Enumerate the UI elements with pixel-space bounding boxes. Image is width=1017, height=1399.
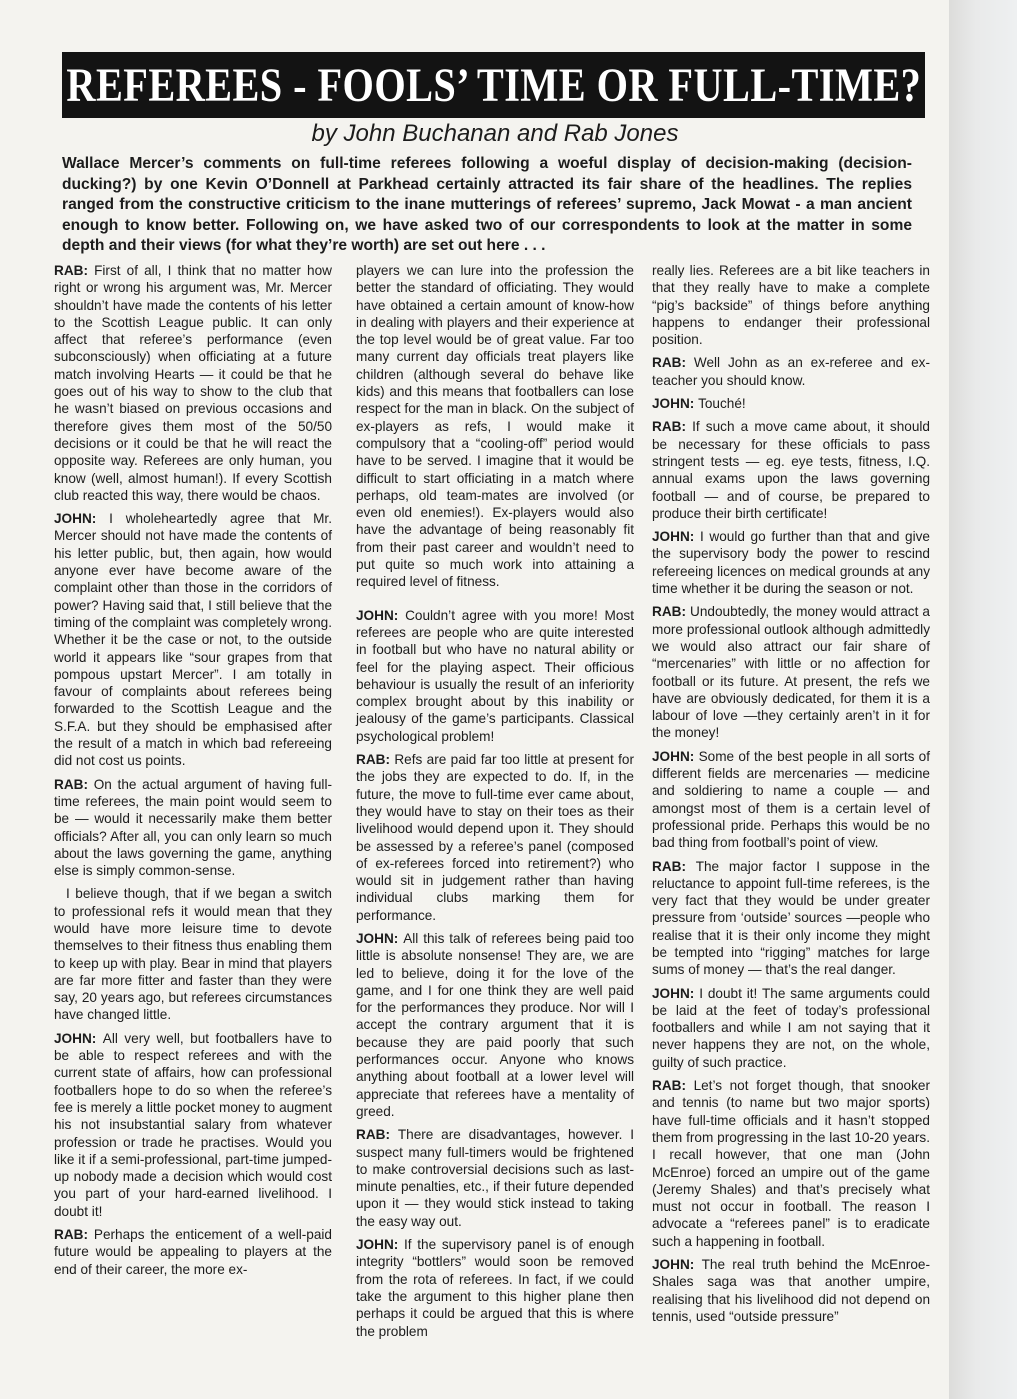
paragraph-text: Refs are paid far too little at present for the jobs they are expected to do. If, in the future, the move to full-time ever came about, they would have to stay on their toes as their livelihood would depend upon it. They should be assessed by a referee’s panel (composed of ex-referees forced into retirement?) who would sit in judgement rather than having individual clubs marking them for performance. xyxy=(356,752,634,923)
article-paragraph xyxy=(54,776,332,880)
title-banner xyxy=(62,52,925,118)
speaker-label: JOHN: xyxy=(652,396,699,412)
column-2 xyxy=(356,262,634,1346)
speaker-label: RAB: xyxy=(652,419,693,435)
speaker-label: JOHN: xyxy=(652,985,700,1001)
speaker-label: JOHN: xyxy=(54,511,110,527)
article-paragraph xyxy=(356,751,634,924)
article-paragraph xyxy=(652,1077,930,1250)
article-paragraph xyxy=(652,748,930,852)
paragraph-text: If such a move came about, it should be necessary for these officials to pass stringent tests — eg. eye tests, fitness, I.Q. annual exams upon the laws governing football — and of course, be prepared to produce their birth certificate! xyxy=(652,419,930,521)
article-paragraph xyxy=(652,418,930,522)
paragraph-text: I believe though, that if we began a switch to professional refs it would mean that they would have more leisure time to devote themselves to their fitness thus enabling them to keep up with play. Bear in mind that players are far more fitter and faster than they were say, 20 years ago, but referees circumstances have changed little. xyxy=(54,886,332,1023)
page-edge-shadow xyxy=(949,0,1017,1399)
paragraph-text: The real truth behind the McEnroe-Shales saga was that another umpire, realising that his livelihood did not depend on tennis, used “outside pressure” xyxy=(652,1257,930,1324)
article-paragraph xyxy=(54,1226,332,1278)
intro-paragraph: Wallace Mercer’s comments on full-time referees following a woeful display of decision-making (decision-ducking?) by one Kevin O’Donnell at Parkhead certainly attracted its fair share of the headlines. The replies ranged from the constructive criticism to the inane mutterings of referees’ supremo, Jack Mowat - a man ancient enough to know better. Following on, we have asked two of our correspondents to look at the matter in some depth and their views (for what they’re worth) are set out here . . . xyxy=(62,155,912,254)
paragraph-text: players we can lure into the profession the better the standard of officiating. They would have obtained a certain amount of know-how in dealing with players and their experience at the top level would be of great value. Far too many current day officials treat players like children (although several do behave like kids) and this means that footballers can lose respect for the man in black. On the subject of ex-players as refs, I would make it compulsory that a “cooling-off” period would have to be served. I imagine that it would be difficult to start officiating in a match where perhaps, old team-mates are involved (or even old enemies!). Ex-players would also have the advantage of being reasonably fit from their past career and wouldn’t need to put quite so much work into attaining a required level of fitness. xyxy=(356,263,634,590)
article-paragraph xyxy=(652,354,930,389)
speaker-label: RAB: xyxy=(356,1127,398,1143)
article-title: REFEREES - FOOLS’ TIME OR FULL-TIME? xyxy=(66,58,921,112)
article-paragraph xyxy=(54,885,332,1023)
paragraph-text: All this talk of referees being paid too little is absolute nonsense! They are, we are led to believe, doing it for the love of the game, and I for one think they are well paid for the performances they produce. Nor will I accept the contrary argument that it is because they are paid poorly that such performances occur. Anyone who knows anything about football at a lower level will appreciate that referees have a mentality of greed. xyxy=(356,930,634,1119)
article-paragraph xyxy=(356,1236,634,1340)
article-paragraph xyxy=(356,1126,634,1230)
article-paragraph xyxy=(356,930,634,1120)
paragraph-text: The major factor I suppose in the reluctance to appoint full-time referees, is the very fact that they would be under greater pressure from ‘outside’ sources —people who realise that it is their only income they might be tempted into “rigging” matches for large sums of money — that’s the real danger. xyxy=(652,858,930,978)
paragraph-text: I wholeheartedly agree that Mr. Mercer should not have made the contents of his letter public, but, then again, how would anyone ever have become aware of the complaint other than those in the corridors of power? Having said that, I still believe that the timing of the complaint was completely wrong. Whether it be the case or not, to the outside world it appears like “sour grapes from that pompous upstart Mercer”. I am totally in favour of complaints about referees being forwarded to the Scottish League and the S.F.A. but they should be emphasised after the result of a match in which bad refereeing did not cost us points. xyxy=(54,511,332,769)
speaker-label: JOHN: xyxy=(54,1030,103,1046)
speaker-label: JOHN: xyxy=(356,930,404,946)
paragraph-text: Some of the best people in all sorts of different fields are mercenaries — medicine and soldiering to name a couple — and amongst most of them is a certain level of professional pride. Perhaps this would be no bad thing from football’s point of view. xyxy=(652,748,931,851)
paragraph-text: All very well, but footballers have to be able to respect referees and with the current state of affairs, how can professional footballers hope to do so when the referee’s fee is merely a little pocket money to augment his not insubstantial salary from whatever profession or trade he practises. Would you like it if a semi-professional, part-time jumped-up nobody made a decision which would cost you part of your hard-earned livelihood. I doubt it! xyxy=(54,1030,332,1219)
column-3 xyxy=(652,262,930,1331)
speaker-label: JOHN: xyxy=(356,607,406,623)
paragraph-text: First of all, I think that no matter how right or wrong his argument was, Mr. Mercer shouldn’t have made the contents of his letter to the Scottish League public. It can only affect that referee’s performance (even subconsciously) when officiating at a future match involving Hearts — it could be that he goes out of his way to show to the club that he wasn’t biased on previous occasions and therefore gives them most of the 50/50 decisions or it could be that he will react the opposite way. Referees are only human, you know (well, almost human!). If every Scottish club reacted this way, there would be chaos. xyxy=(54,263,332,503)
speaker-label: JOHN: xyxy=(652,748,699,764)
byline: by John Buchanan and Rab Jones xyxy=(311,120,679,147)
paragraph-text: really lies. Referees are a bit like teachers in that they really have to make a complete “pig’s backside” of things before anything happens to endanger their professional position. xyxy=(652,263,930,348)
speaker-label: RAB: xyxy=(356,752,395,768)
speaker-label: RAB: xyxy=(652,604,691,620)
article-paragraph xyxy=(652,1256,930,1325)
column-1 xyxy=(54,262,332,1284)
paragraph-text: Perhaps the enticement of a well-paid future would be appealing to players at the end of their career, the more ex- xyxy=(54,1227,332,1277)
speaker-label: RAB: xyxy=(652,858,696,874)
paragraph-text: If the supervisory panel is of enough integrity “bottlers” would soon be removed from the rota of referees. In fact, if we could take the argument to this higher plane then perhaps it could be argued that this is where the problem xyxy=(356,1237,635,1339)
paragraph-text: There are disadvantages, however. I suspect many full-timers would be frightened to make controversial decisions such as last-minute penalties, etc., if their future depended upon it — they would stick instead to taking the easy way out. xyxy=(356,1127,634,1229)
paragraph-text: On the actual argument of having full-time referees, the main point would seem to be — would it necessarily make them better officials? After all, you can only learn so much about the laws governing the game, anything else is simply common-sense. xyxy=(54,776,332,879)
article-paragraph xyxy=(652,395,930,412)
speaker-label: RAB: xyxy=(652,355,694,371)
speaker-label: RAB: xyxy=(652,1078,694,1094)
paragraph-text: Well John as an ex-referee and ex-teacher you should know. xyxy=(652,355,930,388)
paragraph-text: Couldn’t agree with you more! Most referees are people who are quite interested in football but who have no natural ability or feel for the playing aspect. Their officious behaviour is usually the result of an inferiority complex brought about by this inability or jealousy of the game’s participants. Classical psychological problem! xyxy=(356,607,634,744)
article-paragraph xyxy=(652,858,930,979)
paragraph-text: Touché! xyxy=(698,396,746,412)
article-paragraph xyxy=(652,603,930,741)
paragraph-text: Undoubtedly, the money would attract a more professional outlook although admittedly we would also attract our fair share of “mercenaries” with little or no affection for football or its future. At present, the refs we have are obviously dedicated, for them it is a labour of love —they certainly aren’t in it for the money! xyxy=(652,604,930,741)
article-paragraph xyxy=(356,607,634,745)
speaker-label: JOHN: xyxy=(356,1237,405,1253)
paragraph-text: Let’s not forget though, that snooker and tennis (to name but two major sports) have full-time officials and it hasn’t stopped them from progressing in the last 10-20 years. I recall however, that one man (John McEnroe) forced an umpire out of the game (Jeremy Shales) and that’s precisely what must not occur in football. The reason I advocate a “referees panel” is to eradicate such a happening in football. xyxy=(652,1078,930,1249)
article-paragraph xyxy=(54,262,332,504)
article-paragraph xyxy=(356,262,634,591)
article-paragraph xyxy=(652,262,930,348)
speaker-label: JOHN: xyxy=(652,1257,702,1273)
speaker-label: RAB: xyxy=(54,776,94,792)
paragraph-text: I would go further than that and give the supervisory body the power to rescind refereeing licences on medical grounds at any time whether it be during the season or not. xyxy=(652,529,930,597)
article-paragraph xyxy=(54,1030,332,1220)
article-paragraph xyxy=(652,985,930,1071)
paragraph-text: I doubt it! The same arguments could be laid at the feet of today’s professional footballers and while I am not saying that it never happens they are not, on the whole, guilty of such practice. xyxy=(652,985,931,1070)
article-paragraph xyxy=(652,528,930,597)
speaker-label: RAB: xyxy=(54,1227,94,1243)
speaker-label: RAB: xyxy=(54,263,95,278)
article-paragraph xyxy=(54,510,332,769)
speaker-label: JOHN: xyxy=(652,529,700,545)
